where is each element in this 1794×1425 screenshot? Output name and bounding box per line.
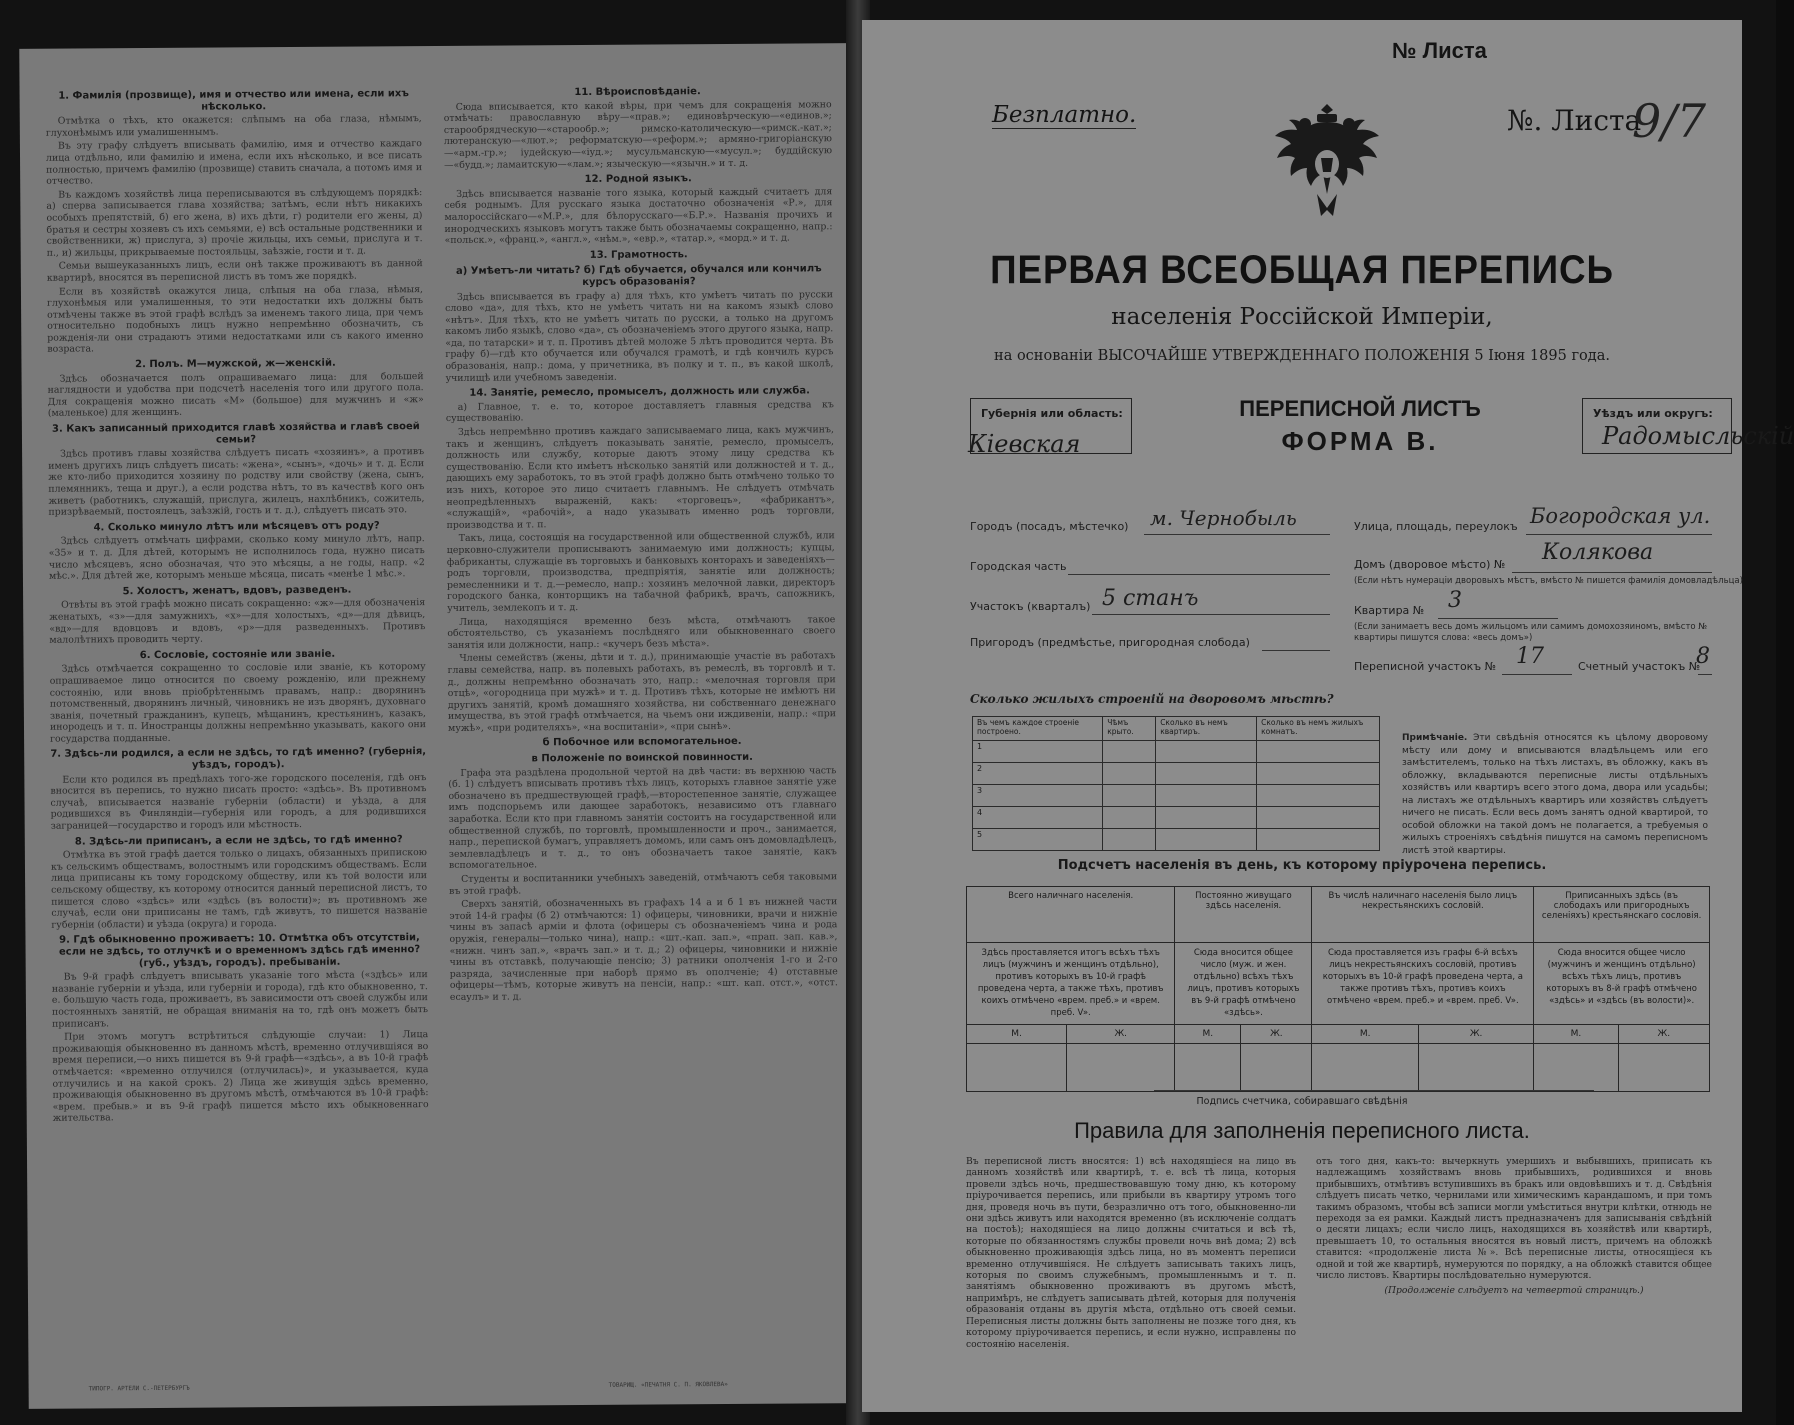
dwell-cell	[1103, 741, 1156, 763]
section-heading: 6. Сословіе, состояніе или званіе.	[139, 648, 336, 661]
instruction-paragraph: Графа эта раздѣлена продольной чертой на двѣ части: въ верхнюю часть (б. 1) слѣдуетъ вписывать противъ тѣхъ лицъ, которыхъ главное занятіе уже обозначено въ предшествующей графѣ,—второстепенное занятіе, служащее имъ подспорьемъ или дающее заработокъ, независимо отъ главнаго заработка. Если кто при главномъ занятіи состоитъ на государственной или общественной службѣ, по торговлѣ, промышленности и проч., занимается, напр., перепиской бумагъ, управляетъ домомъ, или самъ онъ домовладѣлецъ, землевладѣлецъ и т. д., то онъ обозначаетъ такое занятіе, какъ вспомогательное.	[448, 764, 837, 872]
count-cell	[1312, 1044, 1419, 1092]
legal-basis-line: на основаніи ВЫСОЧАЙШЕ УТВЕРЖДЕННАГО ПОЛОЖЕНІЯ 5 Іюня 1895 года.	[994, 348, 1610, 364]
double-headed-eagle-crest-icon	[1267, 98, 1387, 228]
dwell-row	[973, 829, 1380, 851]
instruction-paragraph: Члены семействъ (жены, дѣти и т. д.), принимающіе участіе въ работахъ главы семейства, напр. въ полевыхъ работахъ, въ ремеслѣ, въ торговлѣ и т. д., должны непремѣнно обозначать это, напр.: «мелочная торговля при отцѣ», «огородница при мужѣ» и т. д. Противъ тѣхъ, которые не имѣютъ ни другихъ занятій, кромѣ домашняго хозяйства, ни собственнаго денежнаго имущества, въ этой графѣ отмѣчается, на чьемъ они иждивеніи, напр.: «при мужѣ», «при родителяхъ», «на воспитаніи», «при сынѣ».	[447, 650, 836, 734]
population-count-title: Подсчетъ населенія въ день, къ которому пріурочена перепись.	[1057, 858, 1547, 873]
district-line	[1092, 614, 1330, 615]
dwell-row-number: 5	[973, 829, 1103, 851]
section-heading: 2. Полъ. М—мужской, ж—женскій.	[135, 357, 336, 371]
instruction-paragraph: Отмѣтка въ этой графѣ дается только о лицахъ, обязанныхъ припискою къ сельскимъ обществамъ, волостнымъ или городскимъ обществамъ. Если лица приписаны къ тому городскому обществу, или къ той волости или сельскому обществу, къ которому относится данный переписной листъ, то пишется слово «здѣсь» или «здѣсь (въ волости)»; въ противномъ же случаѣ, если они приписаны не тамъ, гдѣ живутъ, то пишется названіе губерніи (области) и уѣзда (округа) и города.	[50, 847, 428, 931]
section-heading: а) Умѣетъ-ли читать? б) Гдѣ обучается, обучался или кончилъ курсъ образованія?	[455, 263, 822, 288]
dwell-cell	[1103, 829, 1156, 851]
printer-imprint-right: ТОВАРИЩ. «ПЕЧАТНЯ С. П. ЯКОВЛЕВА»	[608, 1380, 728, 1389]
female-header: Ж.	[1618, 1025, 1709, 1044]
district-handwritten-value: 5 станъ	[1102, 586, 1199, 611]
census-district-label: Переписной участокъ №	[1354, 660, 1497, 673]
note-text: Эти свѣдѣнія относятся къ цѣлому дворовому мѣсту или дому и вписываются владѣльцемъ или его замѣстителемъ, только на тѣхъ листахъ, въ обложку, какъ въ обложку, вкладываются переписные листы отдѣльныхъ хозяйствъ или квартиръ всего этого дома, двора или усадьбы; на листахъ же отдѣльныхъ квартиръ или хозяйствъ слѣдуетъ ничего не писать. Если весь домъ занятъ одной квартирой, то особой обложки на такой домъ не полагается, а требуемыя о жилыхъ строеніяхъ свѣдѣнія пишутся на самомъ переписномъ листѣ этой квартиры.	[1402, 733, 1708, 856]
dwell-row-number: 4	[973, 807, 1103, 829]
street-label: Улица, площадь, переулокъ	[1354, 520, 1518, 533]
count-cell	[1241, 1044, 1312, 1092]
male-header: М.	[1534, 1025, 1618, 1044]
male-header: М.	[1175, 1025, 1241, 1044]
dwell-cell	[1156, 785, 1257, 807]
section-heading: 14. Занятіе, ремесло, промыселъ, должность или служба.	[469, 385, 810, 400]
census-sheet-title: ПЕРЕПИСНОЙ ЛИСТЪ	[1239, 396, 1481, 421]
instruction-paragraph: Здѣсь обозначается полъ опрашиваемаго лица: для большей наглядности и удобства при подсчетѣ населенія того или другого пола. Для сокращенія можно писать «М» (большое) для мужчинъ и «ж» (маленькое) для женщинъ.	[47, 370, 424, 420]
section-heading: 13. Грамотность.	[589, 248, 688, 261]
census-district-line	[1502, 674, 1572, 675]
section-heading: 4. Сколько минуло лѣтъ или мѣсяцевъ отъ роду?	[93, 520, 380, 534]
suburb-line	[1262, 650, 1330, 651]
city-line	[1144, 534, 1330, 535]
form-header	[968, 392, 1794, 502]
instruction-paragraph: Лица, находящіяся временно безъ мѣста, отмѣчаютъ такое обстоятельство, съ указаніемъ послѣдняго или обыкновеннаго своего занятія или должности, напр.: «кучеръ безъ мѣста».	[447, 613, 836, 651]
dwellings-table	[972, 716, 1380, 851]
dwell-row	[973, 763, 1380, 785]
section-heading: 7. Здѣсь-ли родился, а если не здѣсь, то гдѣ именно? (губернія, уѣздъ, городъ).	[50, 746, 427, 771]
rules-column-2-text: отъ того дня, какъ-то: вычеркнуть умершихъ и выбывшихъ, приписать къ надлежащимъ хозяйствамъ вновь прибывшихъ, родившихся и вновь прибывшихъ, отмѣтивъ вступившихъ въ бракъ или овдовѣвшихъ и т. д. Свѣдѣнія слѣдуетъ писать четко, чернилами или химическимъ карандашомъ, и при томъ такимъ образомъ, чтобы всѣ записи могли умѣститься внутри клѣтки, отнюдь не переходя за ея рамки. Каждый листъ предназначенъ для записыванія свѣдѣній о десяти лицахъ; если число лицъ, находящихся въ хозяйствѣ или квартирѣ, превышаетъ 10, то остальныя вносятся въ новый листъ, причемъ на обложкѣ ставится: «продолженіе листа №». Всѣ переписные листы, относящіеся къ одной и той же квартирѣ, нумеруются по порядку, а на обложкѣ ставится общее число листовъ. Квартиры послѣдовательно нумеруются.	[1316, 1156, 1712, 1282]
dwell-cell	[1257, 741, 1380, 763]
census-district-handwritten-value: 17	[1516, 644, 1544, 669]
house-note: (Если нѣтъ нумераціи дворовыхъ мѣстъ, вмѣсто № пишется фамилія домовладѣльца)	[1354, 576, 1743, 586]
dwell-row	[973, 807, 1380, 829]
pop-desc-non-peasant: Сюда проставляется изъ графы 6-й всѣхъ лицъ некрестьянскихъ сословій, противъ которыхъ въ 10-й графѣ проведена черта, а также противъ тѣхъ, противъ коихъ отмѣчено «врем. преб.» и «врем. преб. V».	[1312, 943, 1534, 1025]
dwell-cell	[1257, 763, 1380, 785]
count-cell	[1175, 1044, 1241, 1092]
dwell-col-material: Въ чемъ каждое строеніе построено.	[973, 717, 1103, 741]
instruction-paragraph: При этомъ могутъ встрѣтиться слѣдующіе случаи: 1) Лица проживающія обыкновенно въ данномъ мѣстѣ, временно отлучившіяся во время переписи,—о нихъ пишется въ 9-й графѣ—«здѣсь», а въ 10-й графѣ отмѣчается: «временно отлучился (отлучилась)», и указывается, куда отлучились и на какой срокъ. 2) Лица же живущія здѣсь временно, проживающія обыкновенно въ другомъ мѣстѣ, отмѣчаются въ 10-й графѣ: «врем. пребыв.» и въ 9-й графѣ пишется мѣсто ихъ обыкновеннаго жительства.	[52, 1029, 429, 1124]
section-heading: 11. Вѣроисповѣданіе.	[574, 86, 701, 99]
pop-col-non-peasant: Въ числѣ наличнаго населенія было лицъ некрестьянскихъ сословій.	[1312, 887, 1534, 943]
dwell-cell	[1156, 829, 1257, 851]
enumerator-signature-label: Подпись счетчика, собиравшаго свѣдѣнія	[1196, 1096, 1408, 1107]
section-heading: 12. Родной языкъ.	[584, 173, 692, 186]
left-page-instructions	[19, 43, 858, 1409]
count-cell	[967, 1044, 1067, 1092]
dwell-cell	[1257, 807, 1380, 829]
county-label: Уѣздъ или округъ:	[1593, 407, 1713, 420]
female-header: Ж.	[1067, 1025, 1175, 1044]
filling-rules-title: Правила для заполненія переписного листа.	[1074, 1118, 1530, 1143]
count-district-label: Счетный участокъ №	[1578, 660, 1701, 673]
dwell-cell	[1257, 785, 1380, 807]
apartment-handwritten-value: 3	[1448, 588, 1462, 613]
rules-continuation-note: (Продолженіе слѣдуетъ на четвертой страницѣ.)	[1384, 1285, 1644, 1297]
instruction-paragraph: Если кто родился въ предѣлахъ того-же городского поселенія, гдѣ онъ вносится въ перепись, то нужно писать просто: «здѣсь». Въ противномъ случаѣ, вписывается названіе губерніи (области) и уѣзда, а для родившихся въ Финляндіи—губернія или городъ, а для родившихся заграницей—государство и городъ или мѣстность.	[50, 771, 427, 832]
pop-col-permanent: Постоянно живущаго здѣсь населенія.	[1175, 887, 1312, 943]
pop-desc-registered-peasant: Сюда вносится общее число (мужчинъ и женщинъ отдѣльно) всѣхъ тѣхъ лицъ, противъ которыхъ въ 8-й графѣ отмѣчено «здѣсь» и «здѣсь (въ волости)».	[1534, 943, 1710, 1025]
street-handwritten-value: Богородская ул.	[1530, 504, 1711, 528]
dwell-col-apartments: Сколько въ немъ квартиръ.	[1156, 717, 1257, 741]
rules-column-2	[1316, 1156, 1712, 1297]
dwell-row	[973, 785, 1380, 807]
female-header: Ж.	[1419, 1025, 1534, 1044]
instructions-column-1	[46, 84, 429, 1126]
instruction-paragraph: Если въ хозяйствѣ окажутся лица, слѣпыя на оба глаза, нѣмыя, глухонѣмыя или умалишенныя, то эти недостатки ихъ должны быть отмѣчены также въ этой графѣ вслѣдъ за именемъ такого лица, при чемъ относительно подобныхъ лицъ нужно непремѣнно обозначить, съ рожденія-ли они страдаютъ этими недостатками или съ какого именно возраста.	[47, 283, 424, 356]
female-header: Ж.	[1241, 1025, 1312, 1044]
instruction-paragraph: Отвѣты въ этой графѣ можно писать сокращенно: «ж»—для обозначенія женатыхъ, «з»—для замужнихъ, «х»—для холостыхъ, «д»—для дѣвицъ, «вд»—для вдовцовъ и вдовъ, «р»—для разведенныхъ. Противъ малолѣтнихъ проводить черту.	[49, 597, 426, 646]
city-label: Городъ (посадъ, мѣстечко)	[970, 520, 1129, 533]
male-header: М.	[1312, 1025, 1419, 1044]
instruction-paragraph: Здѣсь отмѣчается сокращенно то сословіе или званіе, къ которому опрашиваемое лицо относится по своему рожденію, или прежнему состоянію, или вновь пріобрѣтеннымъ правамъ, напр.: дворянинъ потомственный, дворянинъ личный, чиновникъ не изъ дворянъ, духовнаго званія, почетный гражданинъ, купецъ, мѣщанинъ, крестьянинъ, казакъ, инородецъ и т. п. Иностранцы должны непремѣнно указывать, какого они государства подданные.	[49, 661, 427, 745]
sheet-number-handwritten: 9/7	[1632, 94, 1707, 148]
count-cell	[1618, 1044, 1709, 1092]
pop-col-registered-peasant: Приписанныхъ здѣсь (въ слободахъ или пригородныхъ селеніяхъ) крестьянскаго сословія.	[1534, 887, 1710, 943]
house-label: Домъ (дворовое мѣсто) №	[1354, 558, 1506, 571]
dwell-cell	[1103, 785, 1156, 807]
free-of-charge-label: Безплатно.	[992, 102, 1137, 128]
dwell-cell	[1103, 763, 1156, 785]
dwell-cell	[1257, 829, 1380, 851]
dwell-row-number: 3	[973, 785, 1103, 807]
dwell-row	[973, 741, 1380, 763]
district-label: Участокъ (кварталъ)	[970, 600, 1091, 613]
rules-column-1: Въ переписной листъ вносятся: 1) всѣ находящіеся на лицо въ данномъ хозяйствѣ или квартирѣ, т. е. всѣ тѣ лица, которыя провели здѣсь ночь, предшествовавшую тому дню, къ которому пріурочивается перепись, или прибыли въ квартиру утромъ того дня, проведя ночь въ пути, безразлично отъ того, обыкновенно-ли они здѣсь живутъ или находятся временно (въ исключеніе солдатъ на постоѣ); находящіеся на лицо должны считаться и всѣ тѣ, которые по обязанностямъ службы провели ночь внѣ дома; 2) всѣ обыкновенно проживающія здѣсь лица, но въ моментъ переписи временно отлучившіяся. Не слѣдуетъ записывать такихъ лицъ, которыя по своимъ служебнымъ, промышленнымъ и т. п. занятіямъ обыкновенно проживаютъ въ другомъ мѣстѣ, напримѣръ, не слѣдуетъ записывать дѣтей, которыя для полученія образованія отданы въ другія мѣста, отдѣльно отъ своей семьи. Переписныя листы должны быть заполнены не позже того дня, къ которому пріурочивается перепись, и если нужно, исправлены по состоянію населенія.	[966, 1156, 1296, 1350]
instruction-paragraph: Здѣсь вписывается въ графу а) для тѣхъ, кто умѣетъ читать по русски слово «да», для тѣхъ, кто не умѣетъ читать ни на какомъ языкѣ слово «нѣтъ». Для тѣхъ, кто не умѣетъ читать по русски, а только на другомъ какомъ либо языкѣ, слово «да», съ обозначеніемъ этого другого языка, напр. «да, по татарски» и т. п. Противъ дѣтей моложе 5 лѣтъ проводится черта. Въ графу б)—гдѣ кто обучается или обучался грамотѣ, и гдѣ кончилъ курсъ образованія, напр.: дома, у причетника, въ полку и т. п., въ какой школѣ, училищѣ или учебномъ заведеніи.	[445, 288, 834, 384]
instruction-paragraph: Такъ, лица, состоящія на государственной или общественной службѣ, или церковно-служители прописываютъ занимаемую ими должность; купцы, фабриканты, служащіе въ торговыхъ и банковыхъ конторахъ и заведеніяхъ—родъ торговли, производства, предпріятія, занятіе или должность; ремесленники и т. д.—ремесло, напр.: хозяинъ мелочной лавки, директоръ городского банка, конторщикъ на табачной фабрикѣ, врачъ, сапожникъ, учитель, землекопъ и т. д.	[446, 530, 836, 614]
section-heading: 3. Какъ записанный приходится главѣ хозяйства и главѣ своей семьи?	[52, 421, 420, 446]
instruction-paragraph: Въ 9-й графѣ слѣдуетъ вписывать указаніе того мѣста («здѣсь» или названіе губерніи и уѣзда, или губерніи и города), гдѣ кто обыкновенно, т. е. большую часть года, проживаетъ, въ зависимости отъ своей службы или постоянныхъ занятій, не обращая вниманія на то, гдѣ онъ можетъ быть приписанъ.	[51, 969, 429, 1030]
sheet-number-top-label: № Листа	[1392, 38, 1487, 63]
pop-desc-present: Здѣсь проставляется итогъ всѣхъ тѣхъ лицъ (мужчинъ и женщинъ отдѣльно), противъ которыхъ въ 10-й графѣ проведена черта, а также тѣхъ, противъ коихъ отмѣчено «врем. преб.» и «врем. преб. V».	[967, 943, 1175, 1025]
count-district-line	[1698, 674, 1712, 675]
instruction-paragraph: Здѣсь непремѣнно противъ каждаго записываемаго лица, какъ мужчинъ, такъ и женщинъ, слѣдуетъ показывать занятіе, ремесло, промыселъ, должность или службу, которые даютъ этому лицу средства къ существованію. Если кто имѣетъ нѣсколько занятій или должностей и т. д., дающихъ ему заработокъ, то въ этой графѣ должно быть отмѣчено только то изъ нихъ, которое это лицо считаетъ главнымъ. Не слѣдуетъ отмѣчать неопредѣленныхъ выраженій, какъ: «торговецъ», «фабрикантъ», «служащій», «рабочій», а надо указывать именно родъ торговли, производства и т. п.	[445, 424, 835, 531]
form-letter-label: ФОРМА В.	[1281, 426, 1439, 456]
section-heading: 8. Здѣсь-ли приписанъ, а если не здѣсь, то гдѣ именно?	[74, 833, 403, 848]
dwell-col-rooms: Сколько въ немъ жилыхъ комнатъ.	[1257, 717, 1380, 741]
dwell-cell	[1156, 763, 1257, 785]
population-count-table	[966, 886, 1710, 1092]
census-subtitle: населенія Россійской Имперіи,	[1111, 304, 1493, 330]
section-heading: 5. Холостъ, женатъ, вдовъ, разведенъ.	[122, 584, 352, 597]
suburb-label: Пригородъ (предмѣстье, пригородная слобода)	[970, 636, 1250, 649]
male-header: М.	[967, 1025, 1067, 1044]
section-heading: б Побочное или вспомогательное.	[542, 736, 742, 749]
dwell-cell	[1156, 741, 1257, 763]
house-line	[1512, 572, 1712, 573]
signature-line	[1154, 1090, 1594, 1091]
dwell-col-roof: Чѣмъ крыто.	[1103, 717, 1156, 741]
instruction-paragraph: Въ эту графу слѣдуетъ вписывать фамилію, имя и отчество каждаго лица отдѣльно, или фамилію и имена, если ихъ нѣсколько, и все писать полностью, причемъ фамилію (прозвище) ставить сначала, а потомъ имя и отчество.	[45, 138, 423, 187]
instruction-paragraph: а) Главное, т. е. то, которое доставляетъ главныя средства къ существованію.	[445, 399, 834, 425]
dwell-cell	[1156, 807, 1257, 829]
right-page-census-form	[862, 20, 1794, 1412]
instruction-paragraph: Здѣсь противъ главы хозяйства слѣдуетъ писать «хозяинъ», а противъ именъ другихъ лицъ слѣдуетъ писать: «жена», «сынъ», «дочь» и т. д. Если же кто-либо приходится хозяину по родству или свойству (жена, сынъ, племянникъ, теща и друг.), а если родства нѣтъ, то въ качествѣ кого онъ живетъ (работникъ, служащій, прислуга, жилецъ, нахлѣбникъ, сожитель, призрѣваемый, постоялецъ, заѣзжій, гость и т. д.), слѣдуетъ писать это.	[48, 446, 425, 518]
pop-col-present: Всего наличнаго населенія.	[967, 887, 1175, 943]
section-heading: в Положеніе по воинской повинности.	[531, 751, 753, 765]
count-cell	[1067, 1044, 1175, 1092]
city-part-line	[1068, 574, 1330, 575]
house-handwritten-value: Колякова	[1542, 540, 1654, 565]
apartment-line	[1438, 618, 1558, 619]
province-label: Губернія или область:	[981, 407, 1123, 420]
section-heading: 9. Гдѣ обыкновенно проживаетъ: 10. Отмѣтка объ отсутствіи, если не здѣсь, то отлучкѣ и о временномъ здѣсь гдѣ именно? (губ., уѣздъ, городъ). пребываніи.	[58, 932, 421, 969]
instructions-column-2	[444, 81, 838, 1005]
sheet-number-label: №. Листа	[1507, 104, 1642, 137]
note-label: Примѣчаніе.	[1402, 733, 1468, 743]
instruction-paragraph: Здѣсь вписывается названіе того языка, который каждый считаетъ для себя роднымъ. Для русскаго языка достаточно обозначенія «Р.», для малороссійскаго—«М.Р.», для бѣлорусскаго—«Б.Р.». Названія прочихъ и инородческихъ языковъ могутъ также быть обозначаемы сокращенно, напр.: «польск.», «франц.», «англ.», «нѣм.», «евр.», «татар.», «морд.» и т. д.	[444, 185, 833, 247]
county-handwritten-value: Радомысльскій	[1602, 422, 1794, 450]
instruction-paragraph: Семьи вышеуказанныхъ лицъ, если онѣ также проживаютъ въ данной квартирѣ, вносятся въ переписной листъ въ томъ же порядкѣ.	[46, 258, 423, 284]
dwell-row-number: 1	[973, 741, 1103, 763]
printer-imprint-left: ТИПОГР. АРТЕЛИ С.-ПЕТЕРБУРГЪ	[88, 1384, 190, 1393]
instruction-paragraph: Студенты и воспитанники учебныхъ заведеній, отмѣчаютъ себя таковыми въ этой графѣ.	[449, 871, 838, 897]
count-district-handwritten-value: 8	[1696, 644, 1710, 669]
instruction-paragraph: Сюда вписывается, кто какой вѣры, при чемъ для сокращенія можно отмѣчать: православную вѣру—«прав.»; единовѣрческую—«единов.»; старообрядческую—«старообр.»; римско-католическую—«римск.-кат.»; лютеранскую—«лют.»; реформатскую—«реформ.»; армяно-григоріанскую—«арм.-гр.»; іудейскую—«іуд.»; мусульманскую—«мусул.»; буддійскую—«будд.»; ламаитскую—«лам.»; языческую—«язычн.» и т. д.	[443, 98, 833, 171]
census-main-title: ПЕРВАЯ ВСЕОБЩАЯ ПЕРЕПИСЬ	[990, 248, 1614, 292]
apartment-note: (Если занимаетъ весь домъ жильцомъ или самимъ домохозяиномъ, вмѣсто № квартиры пишутся слова: «весь домъ»)	[1354, 622, 1708, 643]
street-line	[1526, 534, 1712, 535]
dwellings-question: Сколько жилыхъ строеній на дворовомъ мѣстѣ?	[970, 692, 1334, 706]
section-heading: 1. Фамилія (прозвище), имя и отчество или имена, если ихъ нѣсколько.	[58, 88, 409, 113]
dwell-row-number: 2	[973, 763, 1103, 785]
city-part-label: Городская часть	[970, 560, 1067, 573]
instruction-paragraph: Сверхъ занятій, обозначенныхъ въ графахъ 14 а и б 1 въ нижней части этой 14-й графы (б 2) отмѣчаются: 1) офицеры, чиновники, врачи и нижніе чины въ запасѣ арміи и флота (офицеры съ обозначеніемъ чина и рода оружія, генералы—только чина), напр.: «шт.-кап. зап.», «прап. зап. кав.», «нижн. чинъ зап.», «врачъ зап.» и т. д.; 2) офицеры, чиновники и нижніе чины въ отставкѣ, получающіе пенсію; 3) ратники ополченія 1-го и 2-го разряда, зачисленные при наборѣ прямо въ ополченіе; 4) отставные офицеры—тѣмъ, которые живутъ на пенсіи, напр.: «шт. кап. отст.», «отст. есаулъ» и т. д.	[449, 896, 838, 1003]
instruction-paragraph: Здѣсь слѣдуетъ отмѣчать цифрами, сколько кому минуло лѣтъ, напр. «35» и т. д. Для дѣтей, которымъ не исполнилось года, нужно писать число мѣсяцевъ, ясно обозначая, что это мѣсяцы, а не годы, напр. «2 мѣс.». Для дѣтей же, которымъ меньше мѣсяца, писать «менѣе 1 мѣс.».	[48, 533, 425, 582]
count-cell	[1534, 1044, 1618, 1092]
city-handwritten-value: м. Чернобыль	[1150, 506, 1297, 530]
instruction-paragraph: Въ каждомъ хозяйствѣ лица переписываются въ слѣдующемъ порядкѣ: а) сперва записывается глава хозяйства; затѣмъ, если нѣтъ никакихъ особыхъ препятствій, б) его жена, в) ихъ дѣти, г) родители его жены, д) братья и сестры хозяевъ съ ихъ семьями, е) всѣ остальные родственники и свойственники, ж) прислуга, з) прочіе жильцы, ихъ семьи, прислуга и т. п., и) жильцы, прикрываемые постояльцы, заѣзжіе, гости и т. д.	[46, 186, 423, 259]
dwellings-note	[1402, 732, 1708, 857]
province-handwritten-value: Кіевская	[968, 430, 1081, 458]
instruction-paragraph: Отмѣтка о тѣхъ, кто окажется: слѣпымъ на оба глаза, нѣмымъ, глухонѣмымъ или умалишеннымъ.	[45, 113, 422, 139]
count-cell	[1419, 1044, 1534, 1092]
dwell-cell	[1103, 807, 1156, 829]
apartment-label: Квартира №	[1354, 604, 1425, 617]
pop-desc-permanent: Сюда вносится общее число (муж. и жен. отдѣльно) всѣхъ тѣхъ лицъ, противъ которыхъ въ 9-й графѣ отмѣчено «здѣсь».	[1175, 943, 1312, 1025]
